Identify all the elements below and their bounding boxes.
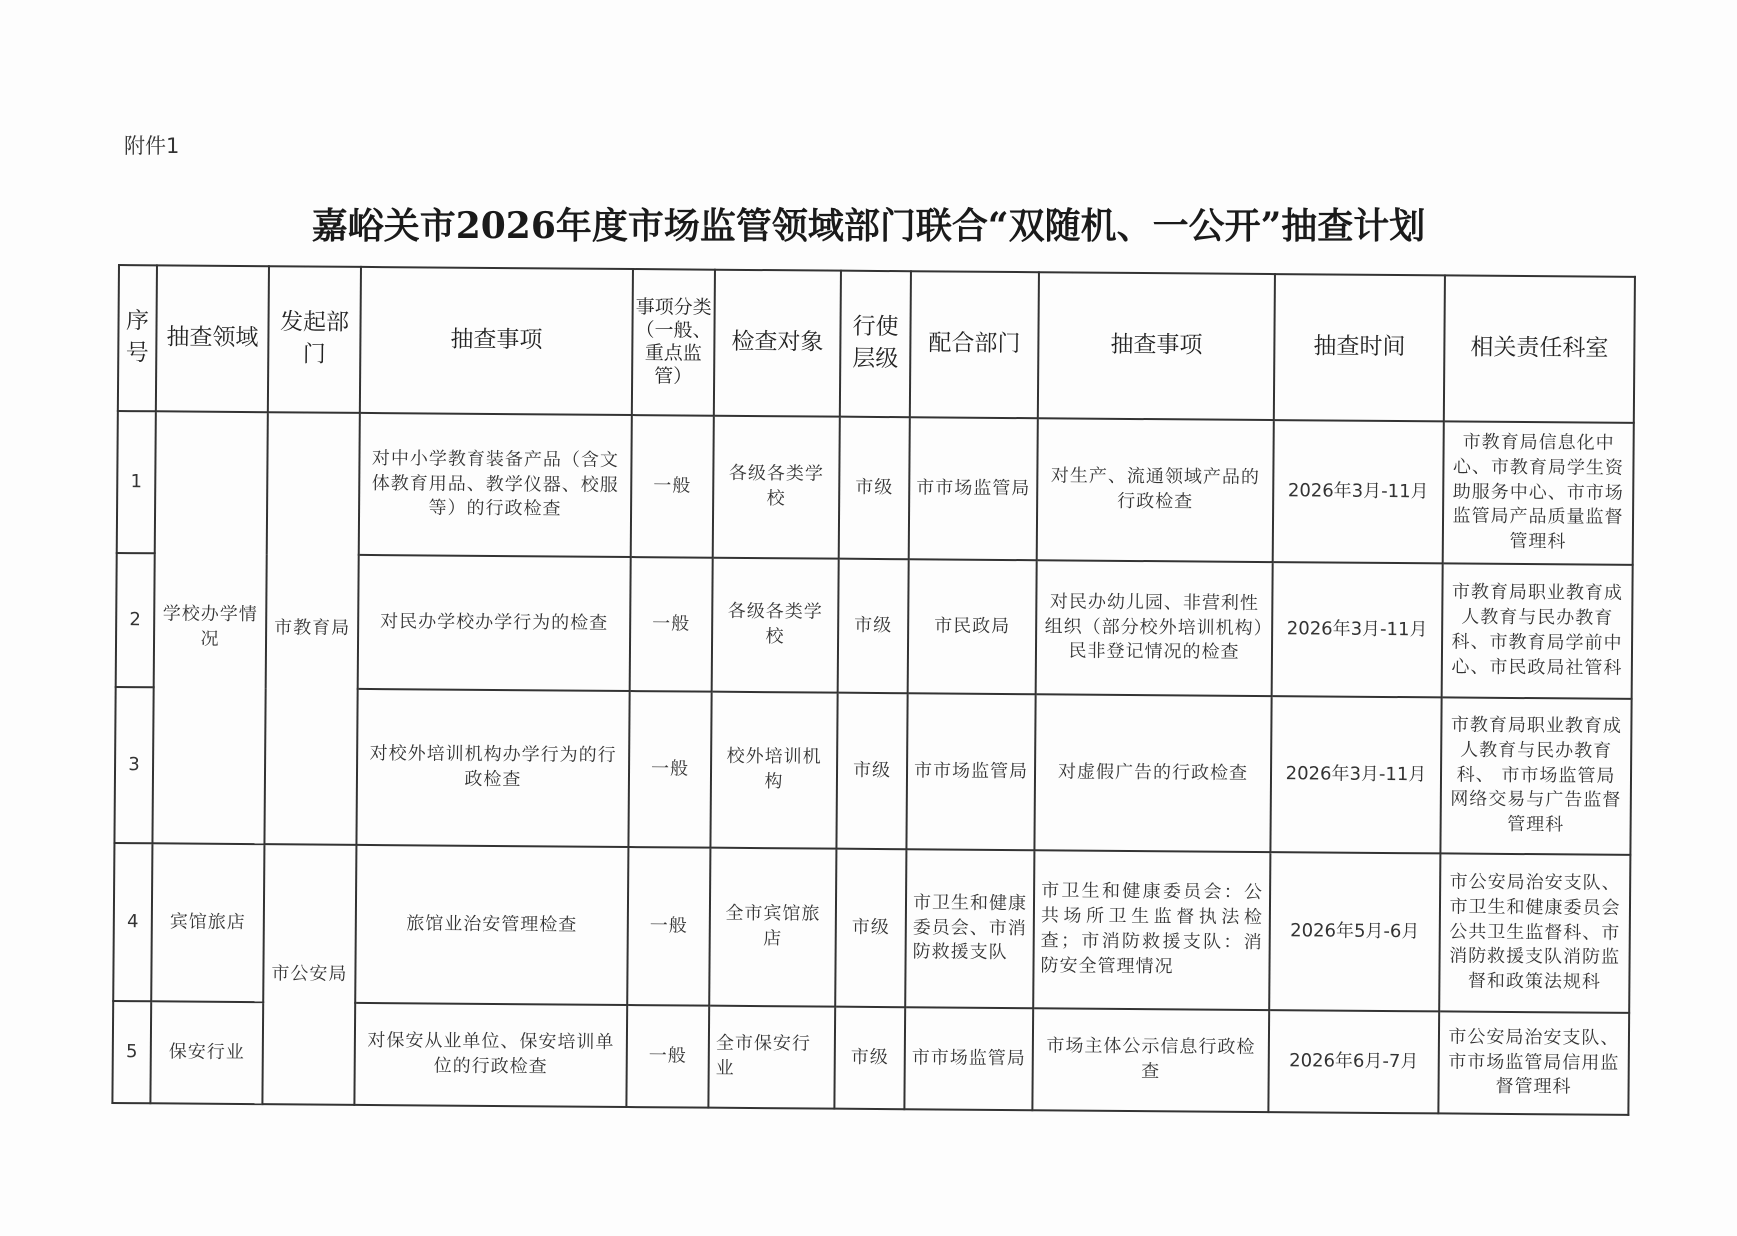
cell-category: 一般 [627,847,710,1006]
cell-office: 市公安局治安支队、市市场监管局信用监督管理科 [1438,1011,1629,1114]
cell-coop-item: 市场主体公示信息行政检查 [1032,1008,1269,1112]
cell-item: 对中小学教育装备产品（含文体教育用品、教学仪器、校服等）的行政检查 [359,413,632,557]
cell-level: 市级 [839,417,910,560]
cell-dept: 市公安局 [262,844,356,1105]
cell-target: 各级各类学校 [712,558,839,693]
cell-coop-item: 对生产、流通领域产品的行政检查 [1037,418,1274,562]
table-row [113,843,1630,1013]
cell-coop-item: 市卫生和健康委员会：公共场所卫生监督执法检查；市消防救援支队：消防安全管理情况 [1033,850,1270,1010]
header-seq: 序号 [118,265,157,411]
header-item: 抽查事项 [360,267,633,415]
cell-coop: 市市场监管局 [909,417,1038,560]
cell-coop: 市民政局 [908,559,1037,694]
cell-item: 旅馆业治安管理检查 [355,845,628,1005]
cell-coop-item: 对民办幼儿园、非营利性组织（部分校外培训机构）民非登记情况的检查 [1036,560,1273,696]
cell-category: 一般 [628,691,711,848]
cell-level: 市级 [836,693,907,850]
cell-area: 学校办学情况 [152,411,267,844]
cell-time: 2026年3月-11月 [1270,696,1441,853]
cell-coop-item: 对虚假广告的行政检查 [1034,694,1271,852]
cell-target: 各级各类学校 [713,416,840,559]
header-office: 相关责任科室 [1444,275,1635,422]
cell-office: 市教育局职业教育成人教育与民办教育科、 市市场监管局网络交易与广告监督管理科 [1440,697,1631,854]
header-category: 事项分类（一般、重点监管） [632,269,715,416]
header-target: 检查对象 [714,270,841,417]
header-dept: 发起部门 [268,266,361,413]
attachment-label: 附件1 [124,134,180,158]
cell-category: 一般 [630,557,713,692]
cell-office: 市教育局信息化中心、市教育局学生资助服务中心、市市场监管局产品质量监督管理科 [1443,421,1634,564]
cell-item: 对校外培训机构办学行为的行政检查 [356,689,629,847]
cell-seq: 4 [113,843,152,1001]
cell-office: 市公安局治安支队、市卫生和健康委员会公共卫生监督科、市消防救援支队消防监督和政策法规科 [1439,853,1630,1012]
cell-time: 2026年3月-11月 [1272,562,1443,697]
cell-target: 全市宾馆旅店 [709,848,836,1007]
header-coop-item: 抽查事项 [1038,272,1275,420]
cell-level: 市级 [834,1007,905,1110]
cell-coop: 市市场监管局 [904,1007,1033,1110]
cell-time: 2026年6月-7月 [1268,1010,1439,1113]
cell-seq: 1 [117,411,156,553]
cell-seq: 3 [114,687,153,843]
cell-seq: 5 [112,1001,151,1103]
header-time: 抽查时间 [1274,274,1445,421]
cell-coop: 市卫生和健康委员会、市消防救援支队 [905,849,1034,1008]
cell-seq: 2 [116,553,155,687]
cell-item: 对民办学校办学行为的检查 [358,555,631,691]
table-row [117,411,1634,565]
cell-level: 市级 [835,849,906,1008]
inspection-plan-table [111,264,1636,1116]
cell-time: 2026年5月-6月 [1269,852,1440,1011]
cell-dept: 市教育局 [264,412,359,845]
cell-area: 宾馆旅店 [151,843,264,1002]
header-level: 行使层级 [840,271,911,418]
page-title: 嘉峪关市2026年度市场监管领域部门联合“双随机、一公开”抽查计划 [311,205,1426,247]
cell-level: 市级 [838,559,909,694]
cell-item: 对保安从业单位、保安培训单位的行政检查 [354,1003,627,1107]
cell-category: 一般 [631,415,714,558]
cell-target: 全市保安行业 [708,1006,835,1109]
cell-area: 保安行业 [150,1001,263,1104]
table-header-row [118,265,1635,423]
cell-office: 市教育局职业教育成人教育与民办教育科、市教育局学前中心、市民政局社管科 [1442,563,1633,698]
header-coop: 配合部门 [910,271,1039,418]
cell-time: 2026年3月-11月 [1273,420,1444,563]
cell-coop: 市市场监管局 [906,693,1035,850]
header-area: 抽查领域 [156,265,269,412]
cell-category: 一般 [626,1005,709,1108]
cell-target: 校外培训机构 [710,692,837,849]
